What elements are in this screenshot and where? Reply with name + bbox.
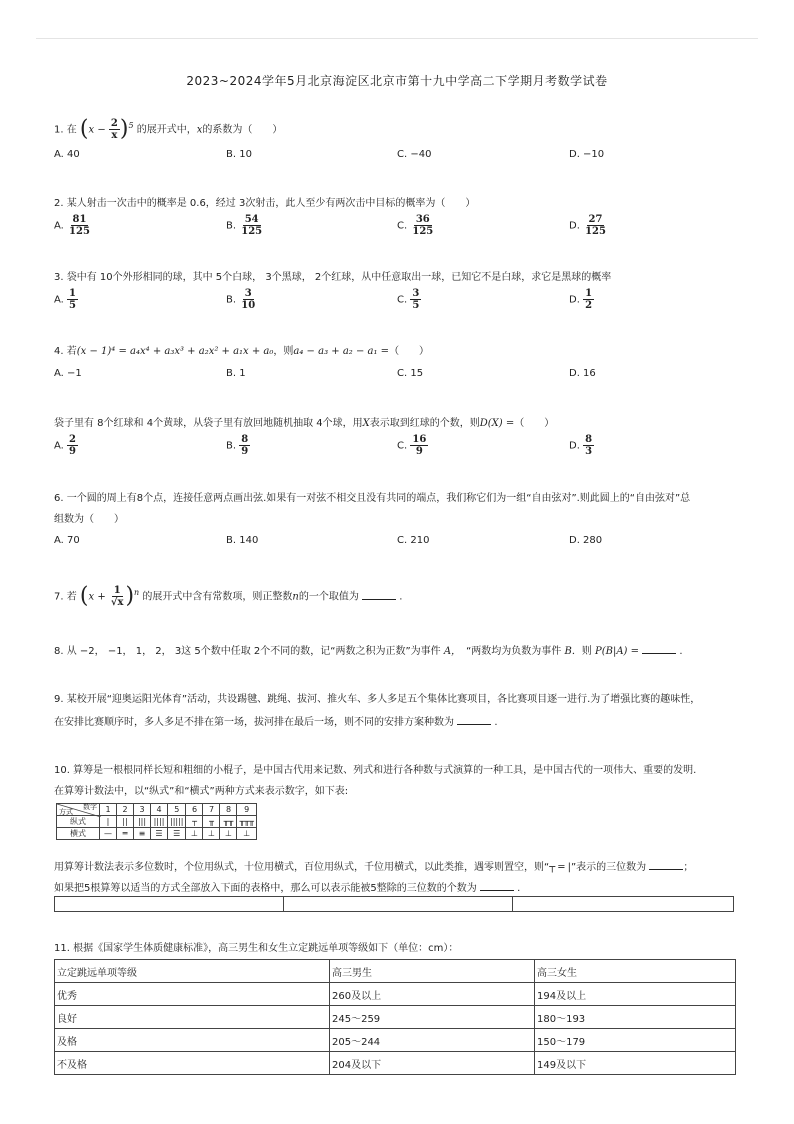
q1-fraction: $\frac{2}{x}$	[110, 118, 118, 141]
q1-option-d[interactable]: D. −10	[569, 149, 605, 160]
rod-cell: ⊥	[220, 828, 237, 840]
q4-option-a[interactable]: A. −1	[54, 368, 82, 379]
table-row: 优秀 260及以上 194及以上	[55, 983, 736, 1006]
table-row: 及格 205～244 150～179	[55, 1029, 736, 1052]
q5-option-b[interactable]: B. $\frac{8}{9}$	[226, 434, 249, 457]
q2-option-d[interactable]: D. $\frac{27}{125}$	[569, 214, 606, 237]
q10-stem-line1: 10. 算筹是一根根同样长短和粗细的小棍子，是中国古代用来记数、列式和进行各种数与式演算的一种工具，是中国古代的一项伟大、重要的发明.	[54, 765, 697, 776]
q10-answer-blank-1[interactable]	[649, 859, 683, 870]
q3-stem: 3. 袋中有 10个外形相同的球，其中 5个白球， 3个黑球， 2个红球，从中任意取出一球，已知它不是白球，求它是黑球的概率	[54, 272, 612, 283]
q10-stem-line3: 用算筹计数法表示多位数时，个位用纵式，十位用横式，百位用纵式，千位用横式，以此类推，遇零则置空，则“┬ ═ |”表示的三位数为 ；	[54, 859, 693, 875]
digit-cell: 4	[151, 804, 168, 816]
q7-fraction: $\frac{1}{√x}$	[110, 585, 124, 608]
q10-placement-table	[54, 896, 734, 912]
rod-cell: ═	[117, 828, 134, 840]
q11-stem: 11. 根据《国家学生体质健康标准》，高三男生和女生立定跳远单项等级如下（单位：cm）：	[54, 943, 459, 954]
q6-stem-line1: 6. 一个圆的周上有8个点，连接任意两点画出弦.如果有一对弦不相交且没有共同的端点，我们称它们为一组“自由弦对”.则此圆上的“自由弦对”总	[54, 493, 691, 504]
digit-cell: 2	[117, 804, 134, 816]
rod-cell: ╥	[203, 816, 220, 828]
q7-answer-blank[interactable]	[362, 589, 396, 600]
top-divider	[36, 38, 758, 39]
q3-option-a[interactable]: A. $\frac{1}{5}$	[54, 288, 76, 311]
rod-cell: ☰	[168, 828, 186, 840]
digit-cell: 1	[100, 804, 117, 816]
table-header: 高三男生	[330, 960, 535, 983]
q1-stem: 1. 在 (x − $\frac{2}{x}$ )$^5$ 的展开式中，x的系数为（ ）	[54, 116, 283, 142]
q2-option-b[interactable]: B. $\frac{54}{125}$	[226, 214, 263, 237]
digit-cell: 9	[237, 804, 256, 816]
table-corner: 数字 方式	[57, 804, 100, 816]
placement-cell[interactable]	[55, 897, 284, 912]
page-title: 2023~2024学年5月北京海淀区北京市第十九中学高二下学期月考数学试卷	[186, 74, 608, 88]
q9-stem-line1: 9. 某校开展“迎奥运阳光体育”活动，共设踢毽、跳绳、拔河、推火车、多人多足五个集体比赛项目，各比赛项目逐一进行.为了增强比赛的趣味性，	[54, 694, 701, 705]
digit-cell: 6	[186, 804, 203, 816]
table-header: 高三女生	[535, 960, 736, 983]
placement-cell[interactable]	[513, 897, 734, 912]
rod-cell: ☰	[151, 828, 168, 840]
counting-rod-table	[56, 803, 257, 840]
q8-formula: P(B|A) =	[594, 646, 640, 657]
rod-glyph: ┬ ═ |	[549, 862, 571, 873]
digit-cell: 7	[203, 804, 220, 816]
digit-cell: 5	[168, 804, 186, 816]
zong-row: 纵式 | || ||| |||| ||||| ┬ ╥ ╥╥ ╥╥╥	[57, 816, 257, 828]
digit-cell: 8	[220, 804, 237, 816]
rod-cell: ||||	[151, 816, 168, 828]
q5-option-d[interactable]: D. $\frac{8}{3}$	[569, 434, 593, 457]
q4-formula2: a₄ − a₃ + a₂ − a₁ =	[293, 346, 390, 357]
rod-cell: |||	[134, 816, 151, 828]
rod-cell: ⊥	[237, 828, 256, 840]
q9-stem-line2: 在安排比赛顺序时，多人多足不排在第一场，拔河排在最后一场，则不同的安排方案种数为 .	[54, 714, 498, 730]
rod-cell: ⊥	[186, 828, 203, 840]
q4-stem: 4. 若(x − 1)⁴ = a₄x⁴ + a₃x³ + a₂x² + a₁x + a₀，则a₄ − a₃ + a₂ − a₁ =（ ）	[54, 346, 430, 357]
q1-option-c[interactable]: C. −40	[397, 149, 432, 160]
q10-stem-line4: 如果把5根算筹以适当的方式全部放入下面的表格中，那么可以表示能被5整除的三位数的个数为 .	[54, 880, 520, 896]
q6-option-d[interactable]: D. 280	[569, 535, 603, 546]
q2-option-c[interactable]: C. $\frac{36}{125}$	[397, 214, 434, 237]
q9-answer-blank[interactable]	[457, 714, 491, 725]
q10-answer-blank-2[interactable]	[480, 880, 514, 891]
q4-option-c[interactable]: C. 15	[397, 368, 424, 379]
q4-formula: (x − 1)⁴ = a₄x⁴ + a₃x³ + a₂x² + a₁x + a₀	[76, 346, 274, 357]
rod-cell: ╥╥	[220, 816, 237, 828]
table-row: 良好 245～259 180～193	[55, 1006, 736, 1029]
q8-answer-blank[interactable]	[642, 643, 676, 654]
q10-stem-line2: 在算筹计数法中，以“纵式”和“横式”两种方式来表示数字，如下表:	[54, 786, 349, 797]
rod-cell: |	[100, 816, 117, 828]
digit-cell: 3	[134, 804, 151, 816]
rod-cell: ≡	[134, 828, 151, 840]
rod-cell: ┬	[186, 816, 203, 828]
rod-cell: ⊥	[203, 828, 220, 840]
rod-cell: ||	[117, 816, 134, 828]
q1-option-a[interactable]: A. 40	[54, 149, 80, 160]
rod-cell: —	[100, 828, 117, 840]
rod-cell: |||||	[168, 816, 186, 828]
q1-formula: (	[79, 116, 89, 142]
q4-option-b[interactable]: B. 1	[226, 368, 246, 379]
q6-option-c[interactable]: C. 210	[397, 535, 430, 546]
table-header: 立定跳远单项等级	[55, 960, 330, 983]
placement-cell[interactable]	[284, 897, 513, 912]
table-row: 不及格 204及以下 149及以下	[55, 1052, 736, 1075]
q5-option-c[interactable]: C. $\frac{16}{9}$	[397, 434, 427, 457]
q5-stem: 袋子里有 8个红球和 4个黄球，从袋子里有放回地随机抽取 4个球，用X表示取到红球的个数，则D(X) =（ ）	[54, 418, 555, 429]
q6-option-a[interactable]: A. 70	[54, 535, 80, 546]
q7-stem: 7. 若 (x + $\frac{1}{√x}$ )$^n$ 的展开式中含有常数项，则正整数n的一个取值为 .	[54, 583, 403, 609]
q5-formula: D(X) =	[479, 418, 515, 429]
q3-option-b[interactable]: B. $\frac{3}{10}$	[226, 288, 256, 311]
q6-option-b[interactable]: B. 140	[226, 535, 259, 546]
q6-stem-line2: 组数为（ ）	[54, 514, 124, 525]
jump-standard-table	[54, 959, 736, 1075]
q8-stem: 8. 从 −2， −1， 1， 2， 3这 5个数中任取 2个不同的数，记“两数之积为正数”为事件 A， “两数均为负数为事件 B．则 P(B|A) = .	[54, 643, 683, 659]
rod-cell: ╥╥╥	[237, 816, 256, 828]
heng-row: 横式 — ═ ≡ ☰ ☰ ⊥ ⊥ ⊥ ⊥	[57, 828, 257, 840]
q4-option-d[interactable]: D. 16	[569, 368, 596, 379]
q5-option-a[interactable]: A. $\frac{2}{9}$	[54, 434, 76, 457]
q3-option-d[interactable]: D. $\frac{1}{2}$	[569, 288, 593, 311]
q1-option-b[interactable]: B. 10	[226, 149, 252, 160]
q2-stem: 2. 某人射击一次击中的概率是 0.6，经过 3次射击，此人至少有两次击中目标的概率为（ ）	[54, 198, 476, 209]
q3-option-c[interactable]: C. $\frac{3}{5}$	[397, 288, 420, 311]
q2-option-a[interactable]: A. $\frac{81}{125}$	[54, 214, 90, 237]
